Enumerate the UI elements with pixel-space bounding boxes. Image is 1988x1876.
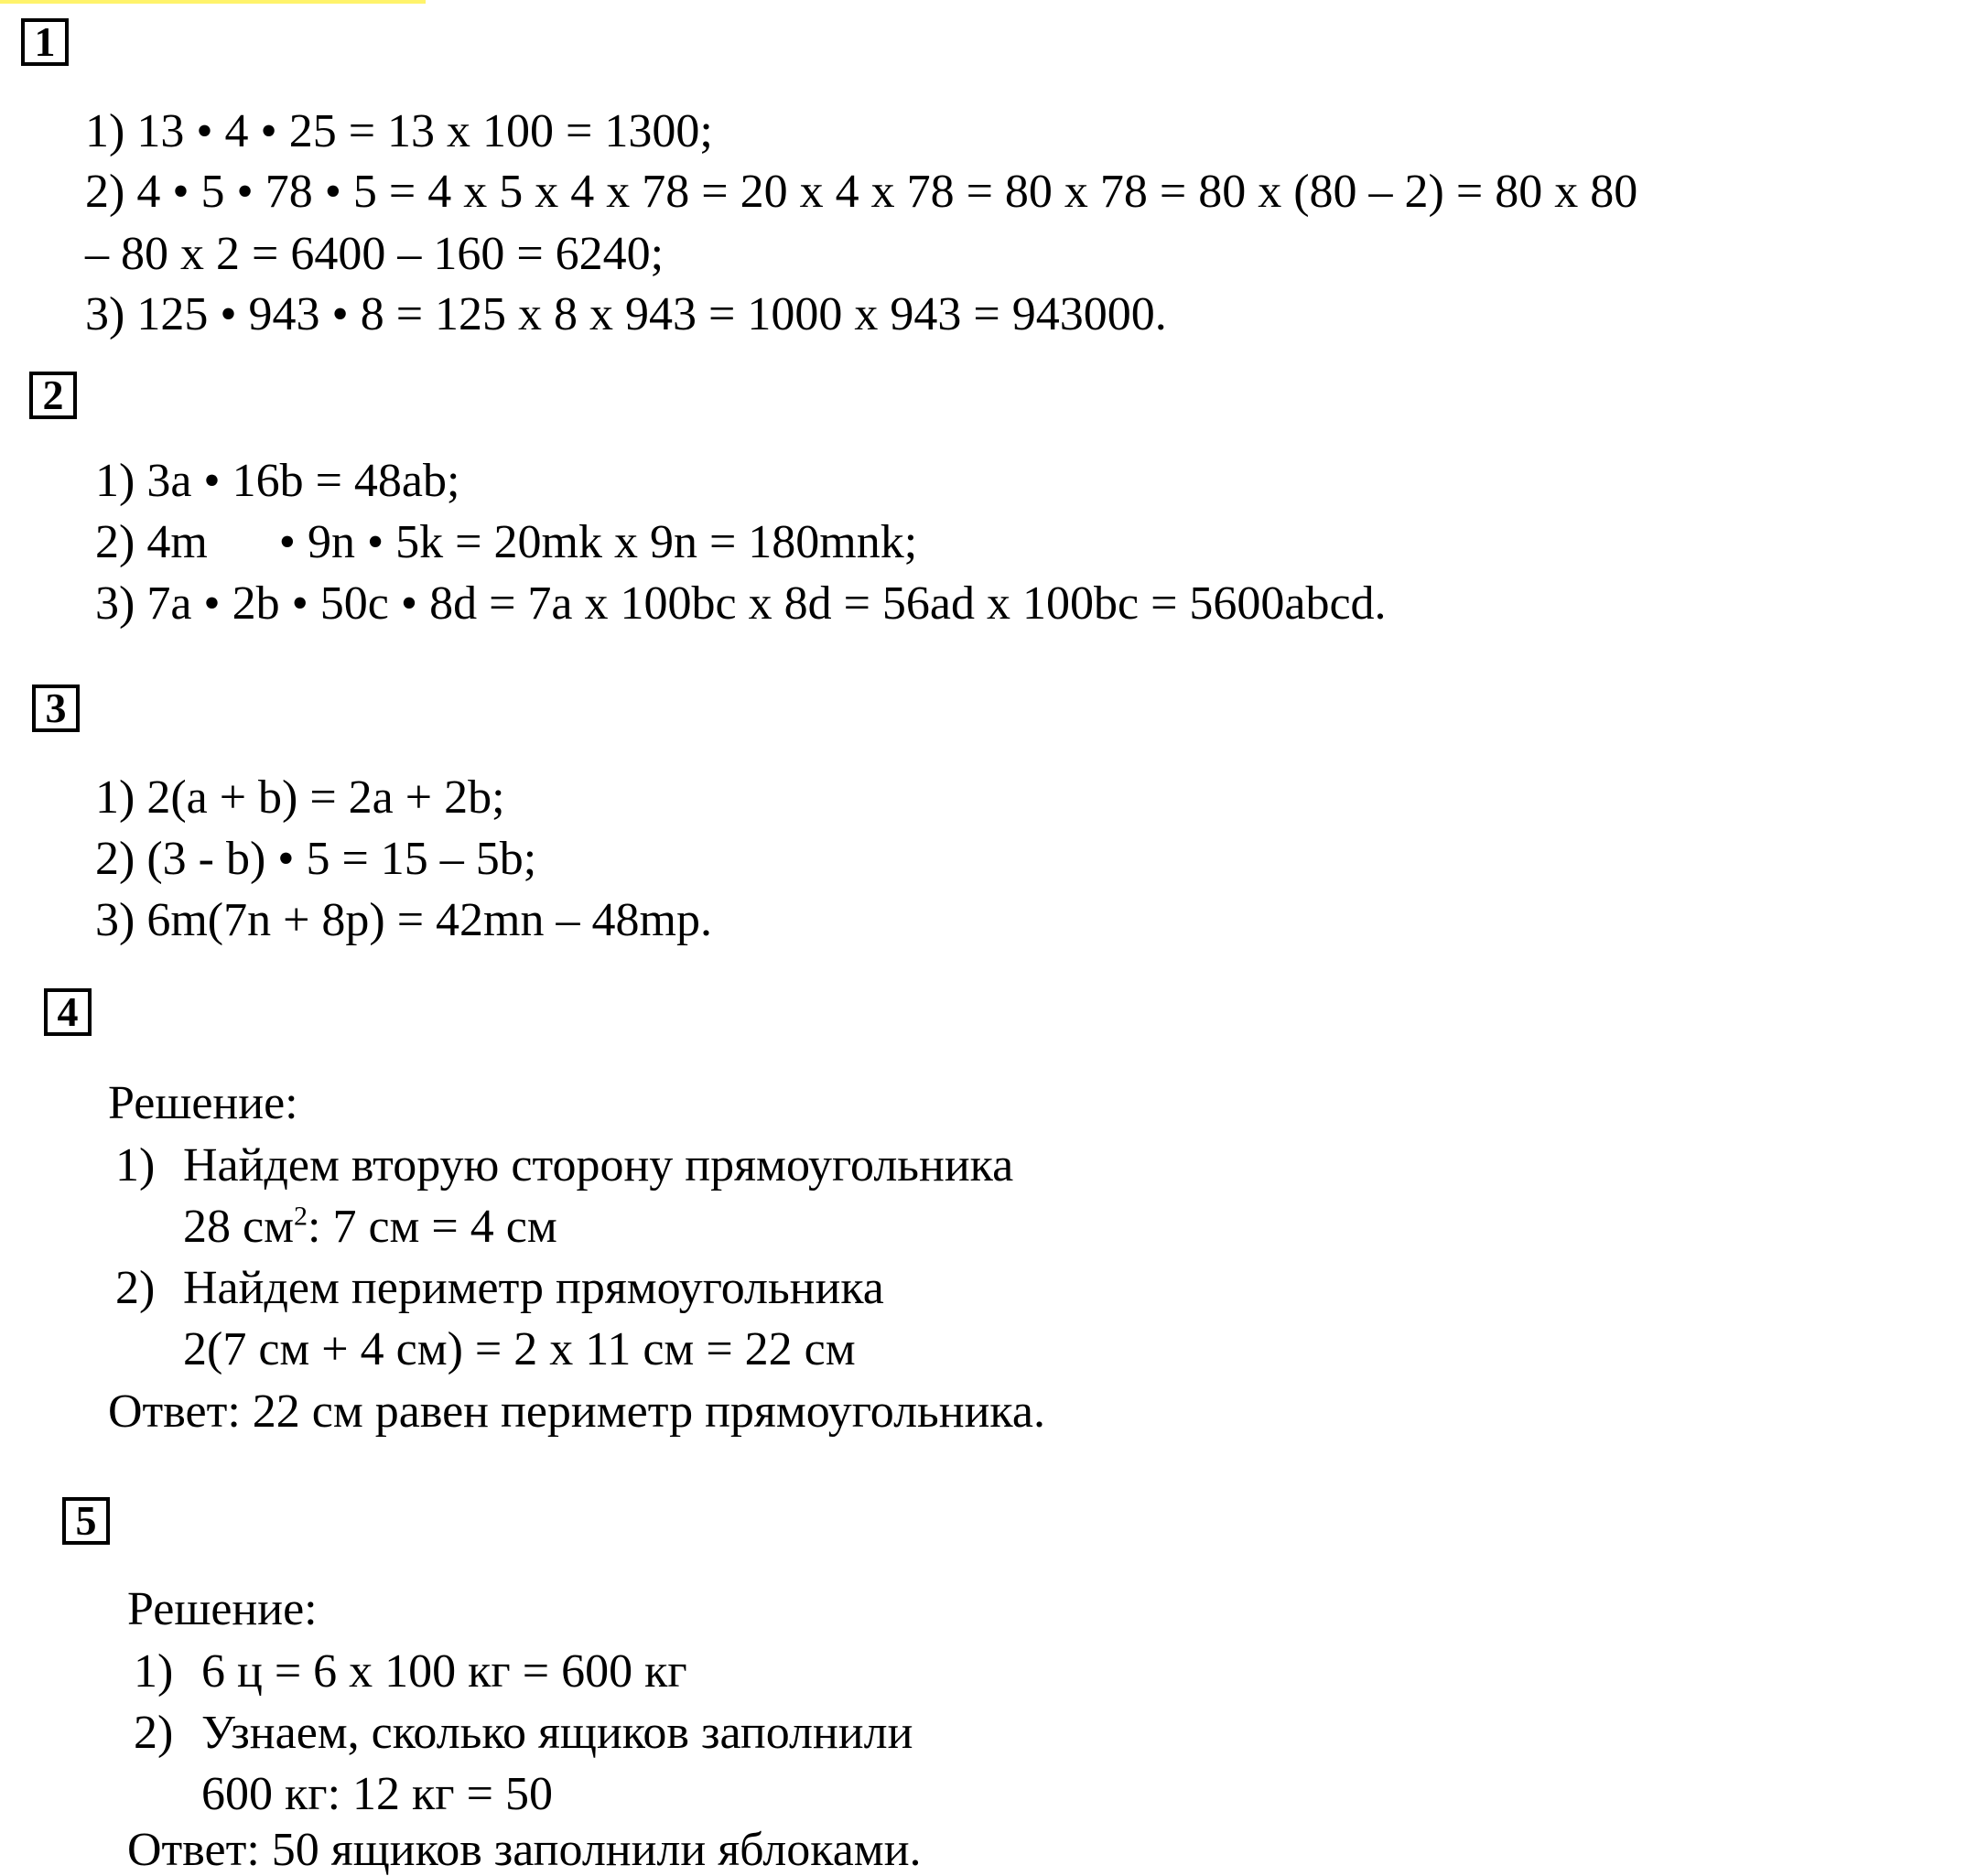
task4-calc1 <box>183 1203 557 1251</box>
task4-calc1-result: : 7 см = 4 см <box>308 1201 557 1253</box>
task4-step2-text: Найдем периметр прямоугольника <box>183 1262 884 1314</box>
task1-line-4: 3) 125 • 943 • 8 = 125 х 8 х 943 = 1000 х 943 = 943000. <box>85 288 1167 340</box>
task1-line-2: 2) 4 • 5 • 78 • 5 = 4 х 5 х 4 х 78 = 20 х 4 х 78 = 80 х 78 = 80 х (80 – 2) = 80 х 80 <box>85 166 1638 218</box>
task2-line-1: 1) 3a • 16b = 48ab; <box>95 455 460 507</box>
task4-step2-num: 2) <box>115 1262 156 1314</box>
task5-answer: Ответ: 50 ящиков заполнили яблоками. <box>127 1824 922 1876</box>
task4-step1-num: 1) <box>115 1139 156 1191</box>
task2-line-3: 3) 7a • 2b • 50c • 8d = 7a х 100bc х 8d = 56ad х 100bc = 5600abcd. <box>95 577 1387 630</box>
task5-step2-num: 2) <box>134 1707 174 1759</box>
task4-calc1-superscript: 2 <box>294 1201 308 1232</box>
task3-line-2: 2) (3 - b) • 5 = 15 – 5b; <box>95 833 537 885</box>
task-number-5: 5 <box>62 1497 110 1545</box>
task4-heading: Решение: <box>108 1077 298 1129</box>
task5-calc: 600 кг: 12 кг = 50 <box>201 1768 553 1820</box>
task2-line-2: 2) 4m • 9n • 5k = 20mk х 9n = 180mnk; <box>95 516 918 568</box>
task-number-3: 3 <box>32 685 80 732</box>
task4-step1-text: Найдем вторую сторону прямоугольника <box>183 1139 1014 1191</box>
task4-answer: Ответ: 22 см равен периметр прямоугольника. <box>108 1385 1045 1438</box>
task4-calc2: 2(7 см + 4 см) = 2 х 11 см = 22 см <box>183 1323 856 1375</box>
task1-line-3: – 80 х 2 = 6400 – 160 = 6240; <box>85 228 664 280</box>
task5-step1-text: 6 ц = 6 х 100 кг = 600 кг <box>201 1645 687 1698</box>
task5-step2-text: Узнаем, сколько ящиков заполнили <box>201 1707 913 1759</box>
task1-line-1: 1) 13 • 4 • 25 = 13 х 100 = 1300; <box>85 105 713 157</box>
task-number-1: 1 <box>21 18 69 66</box>
task-number-2: 2 <box>29 372 77 419</box>
task3-line-3: 3) 6m(7n + 8p) = 42mn – 48mp. <box>95 894 712 946</box>
task-number-4: 4 <box>44 988 92 1036</box>
task5-step1-num: 1) <box>134 1645 174 1698</box>
top-highlight-strip <box>0 0 426 4</box>
task5-heading: Решение: <box>127 1583 318 1635</box>
task3-line-1: 1) 2(a + b) = 2a + 2b; <box>95 771 505 824</box>
task4-calc1-area: 28 см <box>183 1201 294 1253</box>
